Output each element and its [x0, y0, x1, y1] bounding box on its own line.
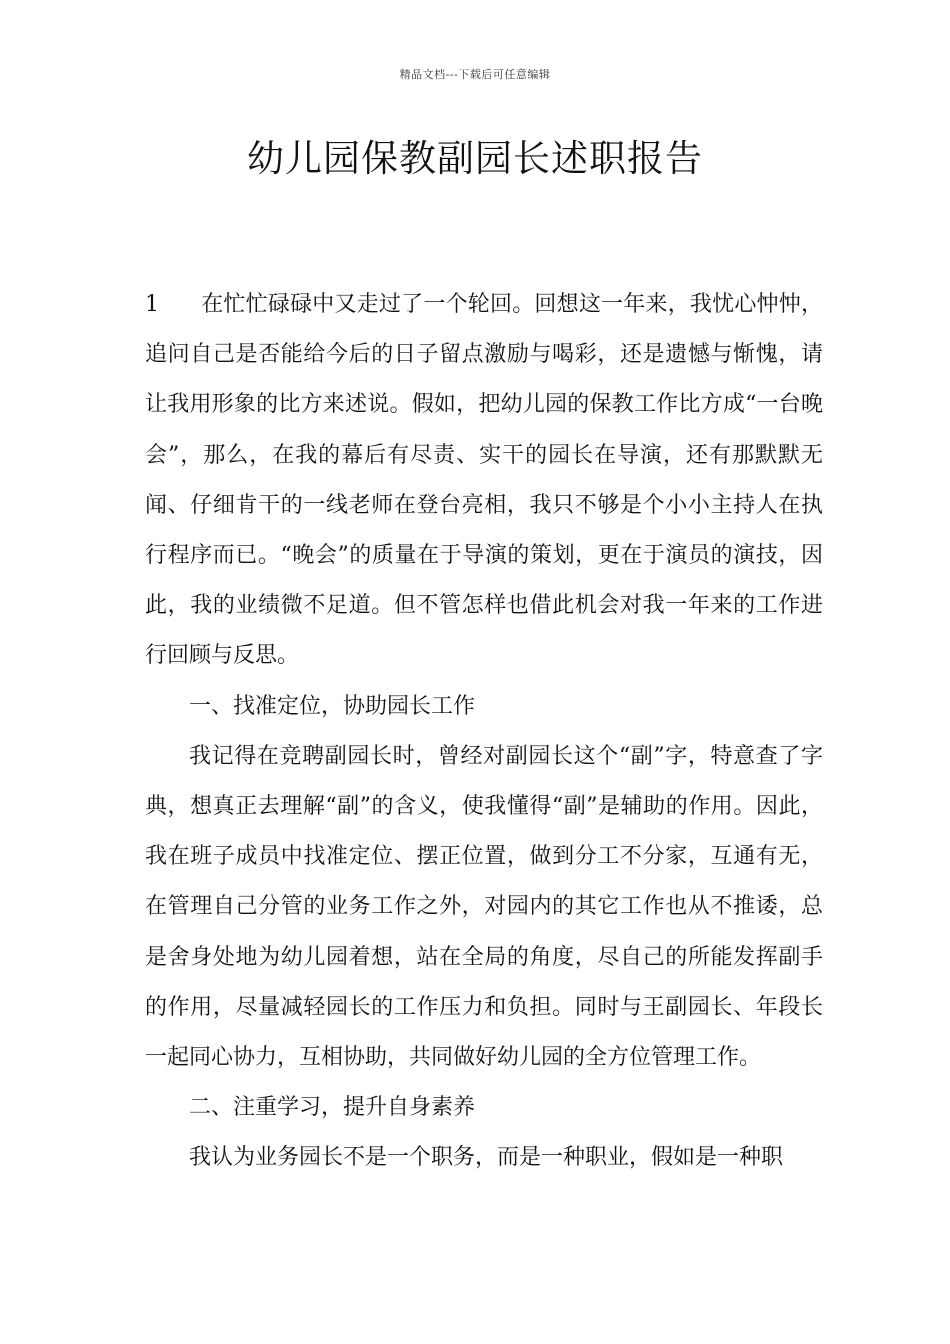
paragraph-lead: [145, 280, 823, 682]
paragraph-text: 在忙忙碌碌中又走过了一个轮回。回想这一年来，我忧心忡忡，追问自己是否能给今后的日子留点激励与喝彩，还是遗憾与惭愧，请让我用形象的比方来述说。假如，把幼儿园的保教工作比方成“一台晚会”，那么，在我的幕后有尽责、实干的园长在导演，还有那默默无闻、仔细肯干的一线老师在登台亮相，我只不够是个小小主持人在执行程序而已。“晚会”的质量在于导演的策划，更在于演员的演技，因此，我的业绩微不足道。但不管怎样也借此机会对我一年来的工作进行回顾与反思。: [145, 292, 823, 669]
paragraph-body-1: 我记得在竞聘副园长时，曾经对副园长这个“副”字，特意查了字典，想真正去理解“副”的含义，使我懂得“副”是辅助的作用。因此，我在班子成员中找准定位、摆正位置，做到分工不分家，互通有无，在管理自己分管的业务工作之外，对园内的其它工作也从不推诿，总是舍身处地为幼儿园着想，站在全局的角度，尽自己的所能发挥副手的作用，尽量减轻园长的工作压力和负担。同时与王副园长、年段长一起同心协力，互相协助，共同做好幼儿园的全方位管理工作。: [145, 743, 823, 1071]
document-body: [145, 280, 823, 1184]
paragraph-number: 1: [145, 292, 159, 317]
section-heading-2: 二、注重学习，提升自身素养: [189, 1095, 476, 1121]
section-heading-1: 一、找准定位，协助园长工作: [189, 693, 476, 719]
document-title: 幼儿园保教副园长述职报告: [247, 137, 703, 180]
header-note: 精品文档---下载后可任意编辑: [399, 68, 551, 81]
paragraph-body-2: 我认为业务园长不是一个职务，而是一种职业，假如是一种职: [189, 1145, 784, 1171]
